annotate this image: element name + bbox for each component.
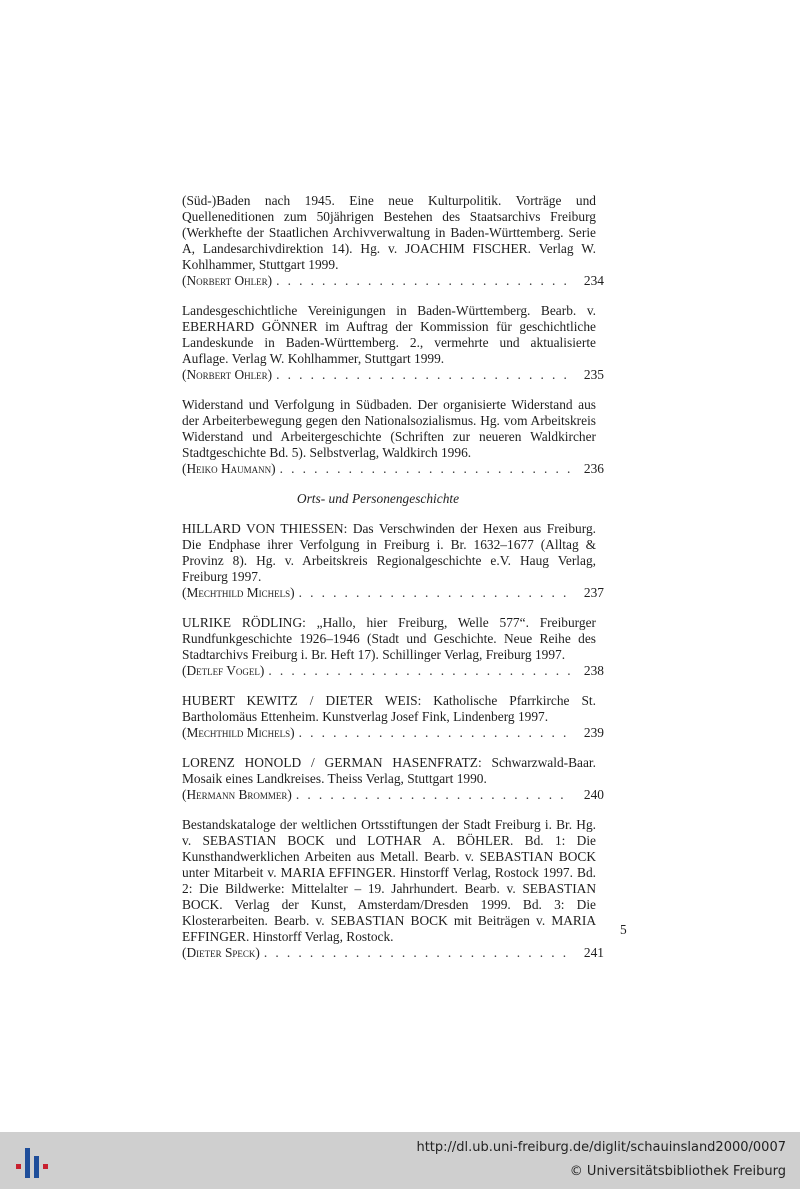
entry-text: ULRIKE RÖDLING: „Hallo, hier Freiburg, Welle 577“. Freiburger Rundfunkgeschichte 1926–1946 (Stadt und Geschichte. Neue Reihe des Stadtarchivs Freiburg i. Br. Heft 17). Schillinger Verlag, Freiburg 1997.	[182, 615, 596, 662]
entry-reviewer: (Dieter Speck)	[182, 945, 260, 960]
toc-entry	[160, 615, 604, 679]
toc-entry	[160, 817, 604, 961]
entry-reviewer: (Mechthild Michels)	[182, 725, 295, 740]
page-number: 5	[620, 922, 627, 937]
toc-entry	[160, 521, 604, 601]
section-title: Orts- und Personengeschichte	[296, 491, 460, 506]
library-logo-icon	[12, 1142, 52, 1182]
entry-reviewer: (Norbert Ohler)	[182, 273, 273, 288]
source-url[interactable]: http://dl.ub.uni-freiburg.de/diglit/schauinsland2000/0007	[416, 1140, 786, 1155]
toc-entry	[160, 303, 604, 383]
copyright-notice: © Universitätsbibliothek Freiburg	[569, 1164, 786, 1179]
entry-page: 234	[583, 273, 604, 288]
entry-page: 235	[583, 367, 604, 382]
entry-page: 237	[583, 585, 604, 600]
entry-text: Bestandskataloge der weltlichen Ortsstiftungen der Stadt Freiburg i. Br. Hg. v. SEBASTIAN BOCK und LOTHAR A. BÖHLER. Bd. 1: Die Kunsthandwerklichen Arbeiten aus Metall. Bearb. v. SEBASTIAN BOCK unter Mitarbeit v. MARIA EFFINGER. Hinstorff Verlag, Rostock 1997. Bd. 2: Die Bildwerke: Mittelalter – 19. Jahrhundert. Bearb. v. SEBASTIAN BOCK. Verlag der Kunst, Amsterdam/Dresden 1999. Bd. 3: Die Klosterarbeiten. Bearb. v. SEBASTIAN BOCK mit Beiträgen v. MARIA EFFINGER. Hinstorff Verlag, Rostock.	[182, 817, 596, 944]
entry-page: 238	[583, 663, 604, 678]
entry-page: 240	[583, 787, 604, 802]
footer-bar	[0, 1132, 800, 1189]
entry-reviewer: (Hermann Brommer)	[182, 787, 292, 802]
entry-page: 239	[583, 725, 604, 740]
toc-entry	[160, 755, 604, 803]
entry-text: HUBERT KEWITZ / DIETER WEIS: Katholische Pfarrkirche St. Bartholomäus Ettenheim. Kunstverlag Josef Fink, Lindenberg 1997.	[182, 693, 596, 724]
entry-reviewer: (Detlef Vogel)	[182, 663, 265, 678]
entry-reviewer: (Mechthild Michels)	[182, 585, 295, 600]
entry-text: Landesgeschichtliche Vereinigungen in Baden-Württemberg. Bearb. v. EBERHARD GÖNNER im Auftrag der Kommission für geschichtliche Landeskunde in Baden-Württemberg. 2., vermehrte und aktualisierte Auflage. Verlag W. Kohlhammer, Stuttgart 1999.	[182, 303, 596, 366]
entry-page: 241	[583, 945, 604, 960]
table-of-contents	[160, 193, 604, 975]
toc-entry	[160, 693, 604, 741]
entry-reviewer: (Heiko Haumann)	[182, 461, 276, 476]
entry-text: (Süd-)Baden nach 1945. Eine neue Kulturpolitik. Vorträge und Quelleneditionen zum 50jährigen Bestehen des Staatsarchivs Freiburg (Werkhefte der Staatlichen Archivverwaltung in Baden-Württemberg. Serie A, Landesarchivdirektion 14). Hg. v. JOACHIM FISCHER. Verlag W. Kohlhammer, Stuttgart 1999.	[182, 193, 596, 272]
toc-entry	[160, 193, 604, 289]
entry-page: 236	[583, 461, 604, 476]
entry-reviewer: (Norbert Ohler)	[182, 367, 273, 382]
entry-text: HILLARD VON THIESSEN: Das Verschwinden der Hexen aus Freiburg. Die Endphase ihrer Verfolgung in Freiburg i. Br. 1632–1677 (Alltag & Provinz 8). Hg. v. Arbeitskreis Regionalgeschichte e.V. Haug Verlag, Freiburg 1997.	[182, 521, 596, 584]
entry-text: Widerstand und Verfolgung in Südbaden. Der organisierte Widerstand aus der Arbeiterbewegung gegen den Nationalsozialismus. Hg. vom Arbeitskreis Widerstand und Arbeitergeschichte (Schriften zur neueren Waldkircher Stadtgeschichte Bd. 5). Selbstverlag, Waldkirch 1996.	[182, 397, 596, 460]
toc-entry	[160, 397, 604, 477]
entry-text: LORENZ HONOLD / GERMAN HASENFRATZ: Schwarzwald-Baar. Mosaik eines Landkreises. Theiss Verlag, Stuttgart 1990.	[182, 755, 596, 786]
